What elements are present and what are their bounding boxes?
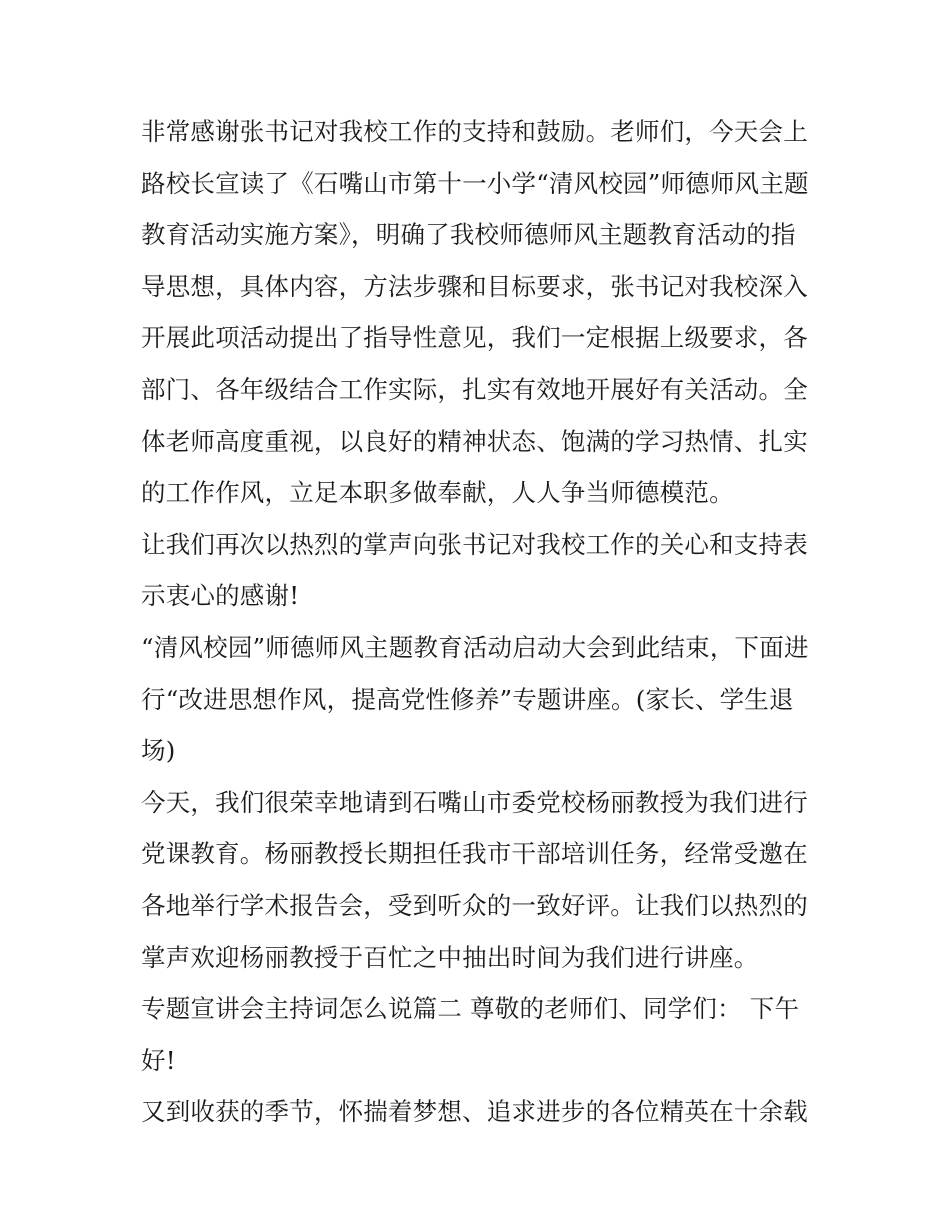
text-line: 专题宣讲会主持词怎么说篇二 尊敬的老师们、同学们： 下午 — [141, 994, 800, 1024]
text-line: 好! — [141, 1045, 176, 1075]
text-line: 示衷心的感谢! — [141, 581, 300, 611]
text-line: 今天，我们很荣幸地请到石嘴山市委党校杨丽教授为我们进行 — [141, 787, 808, 817]
text-line: 行“改进思想作风，提高党性修养”专题讲座。(家长、学生退 — [141, 684, 794, 714]
text-line: 导思想，具体内容，方法步骤和目标要求，张书记对我校深入 — [141, 271, 808, 301]
text-line: 掌声欢迎杨丽教授于百忙之中抽出时间为我们进行讲座。 — [141, 942, 759, 972]
text-line: 体老师高度重视，以良好的精神状态、饱满的学习热情、扎实 — [141, 426, 808, 456]
text-line: 教育活动实施方案》，明确了我校师德师风主题教育活动的指 — [141, 220, 796, 250]
document-body — [141, 106, 813, 1138]
text-line: 非常感谢张书记对我校工作的支持和鼓励。老师们，今天会上 — [141, 117, 808, 146]
text-line: 开展此项活动提出了指导性意见，我们一定根据上级要求，各 — [141, 323, 808, 353]
text-line: “清风校园”师德师风主题教育活动启动大会到此结束，下面进 — [141, 632, 809, 662]
text-line: 让我们再次以热烈的掌声向张书记对我校工作的关心和支持表 — [141, 529, 808, 559]
text-line: 的工作作风，立足本职多做奉献，人人争当师德模范。 — [141, 478, 734, 508]
text-line: 部门、各年级结合工作实际，扎实有效地开展好有关活动。全 — [141, 374, 808, 404]
text-line: 场) — [141, 736, 176, 766]
text-line: 路校长宣读了《石嘴山市第十一小学“清风校园”师德师风主题 — [141, 168, 809, 198]
text-line: 又到收获的季节，怀揣着梦想、追求进步的各位精英在十余载 — [141, 1097, 808, 1127]
text-line: 党课教育。杨丽教授长期担任我市干部培训任务，经常受邀在 — [141, 839, 808, 869]
text-line: 各地举行学术报告会，受到听众的一致好评。让我们以热烈的 — [141, 890, 808, 920]
